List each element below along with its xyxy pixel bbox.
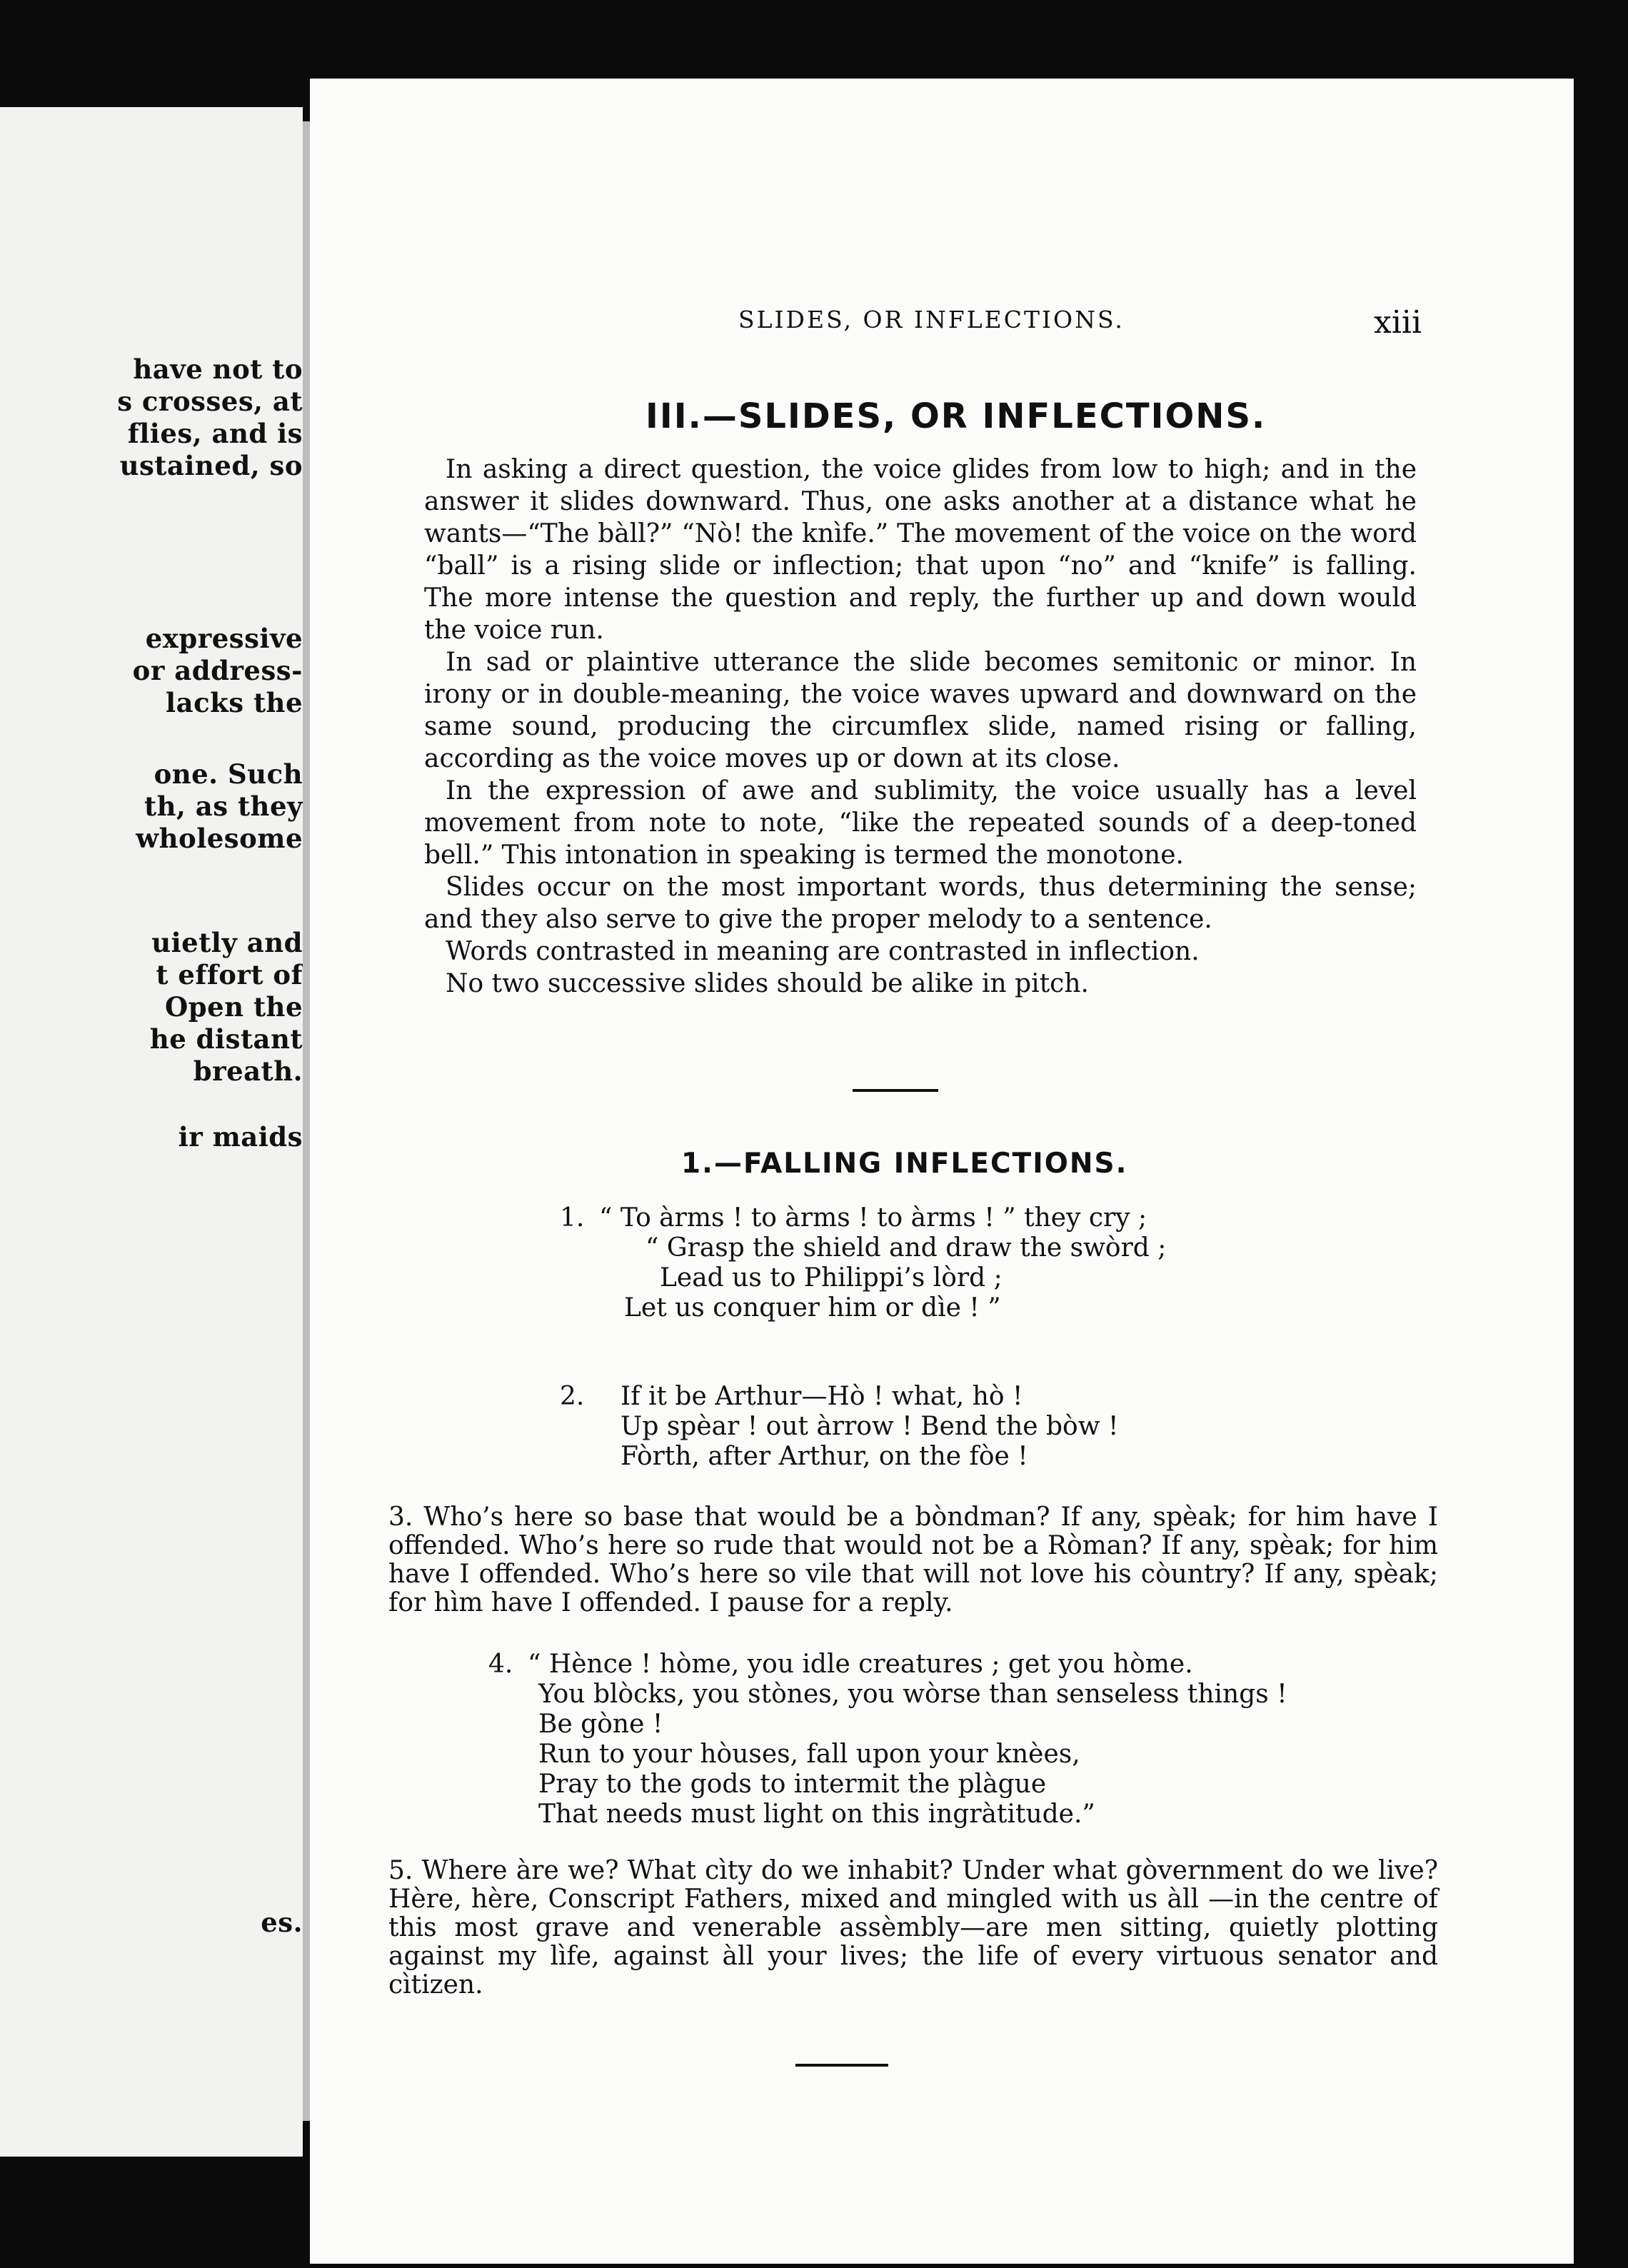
intro-text [424, 453, 1417, 1000]
section-divider [853, 1089, 938, 1092]
left-fragment: th, as they [144, 791, 303, 822]
left-fragment: he distant [149, 1023, 303, 1055]
verse-line: “ Grasp the shield and draw the swòrd ; [645, 1233, 1167, 1263]
example-5: 5. Where àre we? What cìty do we inhabit? Under what gòvernment do we live? Hère, hère, Conscript Fathers, mixed and mingled with us àll —in the centre of this most grave and venerable assèmbly—are men sitting, quietly plotting against my lìfe, against àll your lives; the life of every virtuous senator and cìtizen. [388, 1856, 1438, 1999]
left-fragment: es. [261, 1907, 303, 1938]
paragraph: In asking a direct question, the voice glides from low to high; and in the answer it slides downward. Thus, one asks another at a distance what he wants—“The bàll?” “Nò! the knìfe.” The movement of the voice on the word “ball” is a rising slide or inflection; that upon “no” and “knife” is falling. The more intense the question and reply, the further up and down would the voice run. [424, 455, 1417, 645]
verse-line: If it be Arthur—Hò ! what, hò ! [620, 1382, 1023, 1411]
section-title: III.—SLIDES, OR INFLECTIONS. [645, 396, 1267, 436]
left-fragment: lacks the [166, 687, 303, 718]
left-fragment: ustained, so [119, 450, 303, 481]
verse-line: Run to your hòuses, fall upon your knèes, [538, 1740, 1080, 1769]
verse-line: Let us conquer him or dìe ! ” [624, 1293, 1001, 1323]
verse-line: “ To àrms ! to àrms ! to àrms ! ” they cry ; [599, 1203, 1147, 1233]
verse-line: “ Hènce ! hòme, you idle creatures ; get you hòme. [528, 1650, 1193, 1679]
left-fragment: uietly and [151, 927, 303, 958]
paragraph: Words contrasted in meaning are contrasted in inflection. [446, 937, 1200, 966]
example-number: 2. [560, 1382, 585, 1411]
verse-line: You blòcks, you stònes, you wòrse than senseless things ! [538, 1680, 1287, 1709]
left-fragment: one. Such [154, 758, 303, 790]
left-fragment: t effort of [156, 959, 303, 990]
paragraph: Slides occur on the most important words, thus determining the sense; and they also serve to give the proper melody to a sentence. [424, 873, 1417, 934]
example-number: 4. [488, 1650, 513, 1679]
left-page-edge [0, 107, 303, 2157]
paragraph: In sad or plaintive utterance the slide becomes semitonic or minor. In irony or in double-meaning, the voice waves upward and downward on the same sound, producing the circumflex slide, named rising or falling, according as the voice moves up or down at its close. [424, 648, 1417, 773]
verse-line: Fòrth, after Arthur, on the fòe ! [620, 1442, 1028, 1471]
paragraph: In the expression of awe and sublimity, the voice usually has a level movement from note to note, “like the repeated sounds of a deep-toned bell.” This intonation in speaking is termed the monotone. [424, 776, 1417, 870]
left-fragment: breath. [193, 1055, 303, 1087]
left-fragment: have not to [133, 353, 303, 385]
verse-line: Be gòne ! [538, 1710, 663, 1739]
book-page [310, 79, 1574, 2264]
example-3: 3. Who’s here so base that would be a bòndman? If any, spèak; for him have I offended. Who’s here so rude that would not be a Ròman? If any, spèak; for him have I offended. Who’s here so vile that will not love his còuntry? If any, spèak; for hìm have I offended. I pause for a reply. [388, 1502, 1438, 1617]
verse-line: That needs must light on this ingràtitude.” [538, 1800, 1095, 1829]
end-divider [795, 2064, 888, 2067]
verse-line: Pray to the gods to intermit the plàgue [538, 1770, 1047, 1799]
left-fragment: expressive [145, 623, 303, 654]
left-fragment: Open the [165, 991, 303, 1023]
page-number: xiii [1374, 304, 1422, 341]
book-gutter [303, 121, 310, 2121]
example-4 [488, 1650, 1287, 1830]
subsection-title: 1.—FALLING INFLECTIONS. [681, 1148, 1128, 1180]
verse-line: Lead us to Philippi’s lòrd ; [660, 1263, 1003, 1293]
verse-line: Up spèar ! out àrrow ! Bend the bòw ! [620, 1412, 1119, 1441]
left-fragment: wholesome [136, 823, 303, 854]
example-number: 1. [560, 1203, 585, 1233]
paragraph: No two successive slides should be alike in pitch. [446, 969, 1089, 998]
left-fragment: flies, and is [127, 418, 303, 449]
example-2 [560, 1382, 1118, 1472]
left-fragment: s crosses, at [117, 386, 303, 417]
left-fragment: ir maids [178, 1121, 303, 1153]
left-fragment: or address- [132, 655, 303, 686]
running-head: SLIDES, OR INFLECTIONS. [738, 306, 1125, 333]
example-1 [560, 1203, 1166, 1323]
